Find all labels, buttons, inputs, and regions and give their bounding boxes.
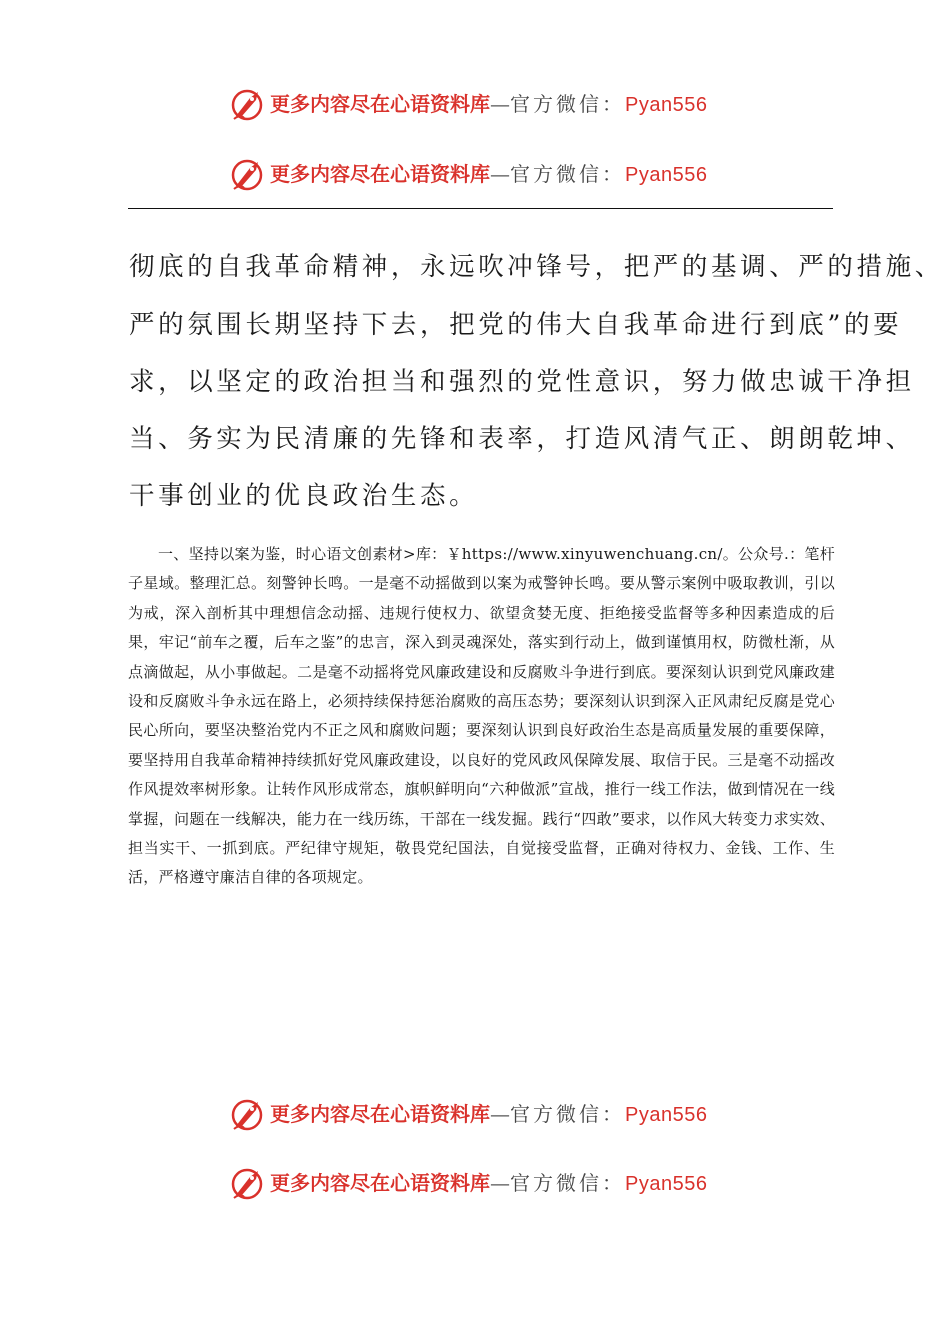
watermark-dash: —: [490, 1102, 510, 1126]
pen-nib-logo-icon: [230, 1096, 266, 1132]
watermark-dash: —: [490, 162, 510, 186]
watermark-banner: [0, 84, 950, 124]
watermark-dash: —: [490, 92, 510, 116]
watermark-wechat-label: 官方微信：: [510, 1171, 625, 1195]
watermark-wechat-label: 官方微信：: [510, 92, 625, 116]
lead-line: 求，以坚定的政治担当和强烈的党性意识，努力做忠诚干净担: [129, 367, 915, 397]
watermark-banner: [0, 1094, 950, 1134]
watermark-text: 更多内容尽在心语资料库: [270, 1102, 490, 1126]
watermark-dash: —: [490, 1171, 510, 1195]
watermark-wechat-id: Pyan556: [625, 1173, 708, 1195]
body-paragraph: 一、坚持以案为鉴，时心语文创素材>库：￥https://www.xinyuwenchuang.cn/。公众号.：笔杆子星域。整理汇总。刻警钟长鸣。一是毫不动摇做到以案为戒警钟长鸣。要从警示案例中吸取教训，引以为戒，深入剖析其中理想信念动摇、违规行使权力、欲望贪婪无度、拒绝接受监督等多种因素造成的后果，牢记“前车之覆，后车之鉴”的忠言，深入到灵魂深处，落实到行动上，做到谨慎用权，防微杜渐，从点滴做起，从小事做起。二是毫不动摇将党风廉政建设和反腐败斗争进行到底。要深刻认识到党风廉政建设和反腐败斗争永远在路上，必须持续保持惩治腐败的高压态势；要深刻认识到深入正风肃纪反腐是党心民心所向，要坚决整治党内不正之风和腐败问题；要深刻认识到良好政治生态是高质量发展的重要保障，要坚持用自我革命精神持续抓好党风廉政建设，以良好的党风政风保障发展、取信于民。三是毫不动摇改作风提效率树形象。让转作风形成常态，旗帜鲜明向“六种做派”宣战，推行一线工作法，做到情况在一线掌握，问题在一线解决，能力在一线历练，干部在一线发掘。践行“四敢”要求，以作风大转变力求实效、担当实干、一抓到底。严纪律守规矩，敬畏党纪国法，自觉接受监督，正确对待权力、金钱、工作、生活，严格遵守廉洁自律的各项规定。: [128, 545, 835, 887]
watermark-wechat-label: 官方微信：: [510, 162, 625, 186]
lead-line: 彻底的自我革命精神，永远吹冲锋号，把严的基调、严的措施、: [129, 252, 944, 282]
pen-nib-logo-icon: [230, 86, 266, 122]
header-divider: [128, 208, 833, 209]
pen-nib-logo-icon: [230, 156, 266, 192]
lead-line: 当、务实为民清廉的先锋和表率，打造风清气正、朗朗乾坤、: [129, 424, 915, 454]
watermark-wechat-id: Pyan556: [625, 164, 708, 186]
watermark-text: 更多内容尽在心语资料库: [270, 162, 490, 186]
lead-line: 严的氛围长期坚持下去，把党的伟大自我革命进行到底”的要: [129, 310, 903, 340]
pen-nib-logo-icon: [230, 1165, 266, 1201]
watermark-text: 更多内容尽在心语资料库: [270, 1171, 490, 1195]
watermark-wechat-id: Pyan556: [625, 1104, 708, 1126]
watermark-text: 更多内容尽在心语资料库: [270, 92, 490, 116]
watermark-wechat-id: Pyan556: [625, 94, 708, 116]
watermark-banner: [0, 1163, 950, 1203]
watermark-banner: [0, 154, 950, 194]
watermark-wechat-label: 官方微信：: [510, 1102, 625, 1126]
lead-line: 干事创业的优良政治生态。: [129, 481, 479, 511]
